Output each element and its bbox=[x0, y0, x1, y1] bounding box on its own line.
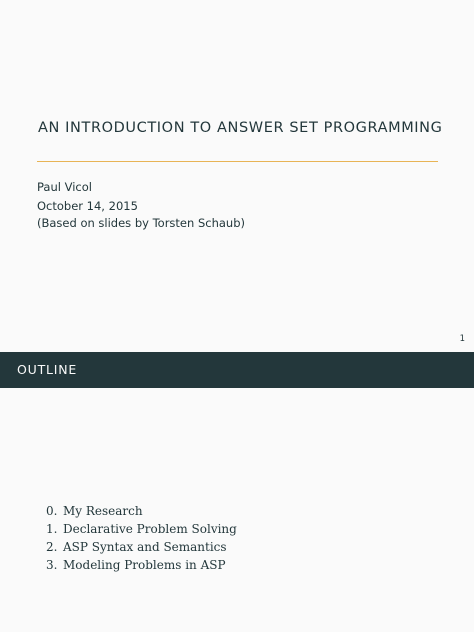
outline-item bbox=[46, 520, 237, 538]
title-divider bbox=[37, 161, 438, 162]
outline-list bbox=[46, 502, 237, 574]
outline-item bbox=[46, 502, 237, 520]
outline-item-label: Modeling Problems in ASP bbox=[63, 558, 226, 572]
presentation-date: October 14, 2015 bbox=[37, 199, 138, 213]
outline-item-number: 3. bbox=[46, 558, 58, 572]
outline-item-label: Declarative Problem Solving bbox=[63, 522, 237, 536]
outline-item bbox=[46, 556, 237, 574]
outline-item-number: 2. bbox=[46, 540, 58, 554]
attribution-note: (Based on slides by Torsten Schaub) bbox=[37, 216, 245, 230]
outline-slide bbox=[0, 352, 474, 632]
outline-item bbox=[46, 538, 237, 556]
author-name: Paul Vicol bbox=[37, 180, 92, 194]
frame-title: OUTLINE bbox=[17, 362, 78, 377]
outline-item-label: My Research bbox=[63, 504, 143, 518]
outline-item-label: ASP Syntax and Semantics bbox=[63, 540, 227, 554]
outline-item-number: 0. bbox=[46, 504, 58, 518]
outline-item-number: 1. bbox=[46, 522, 58, 536]
frame-title-bar bbox=[0, 352, 474, 388]
presentation-title: AN INTRODUCTION TO ANSWER SET PROGRAMMING bbox=[38, 120, 443, 136]
page-number: 1 bbox=[459, 334, 465, 344]
